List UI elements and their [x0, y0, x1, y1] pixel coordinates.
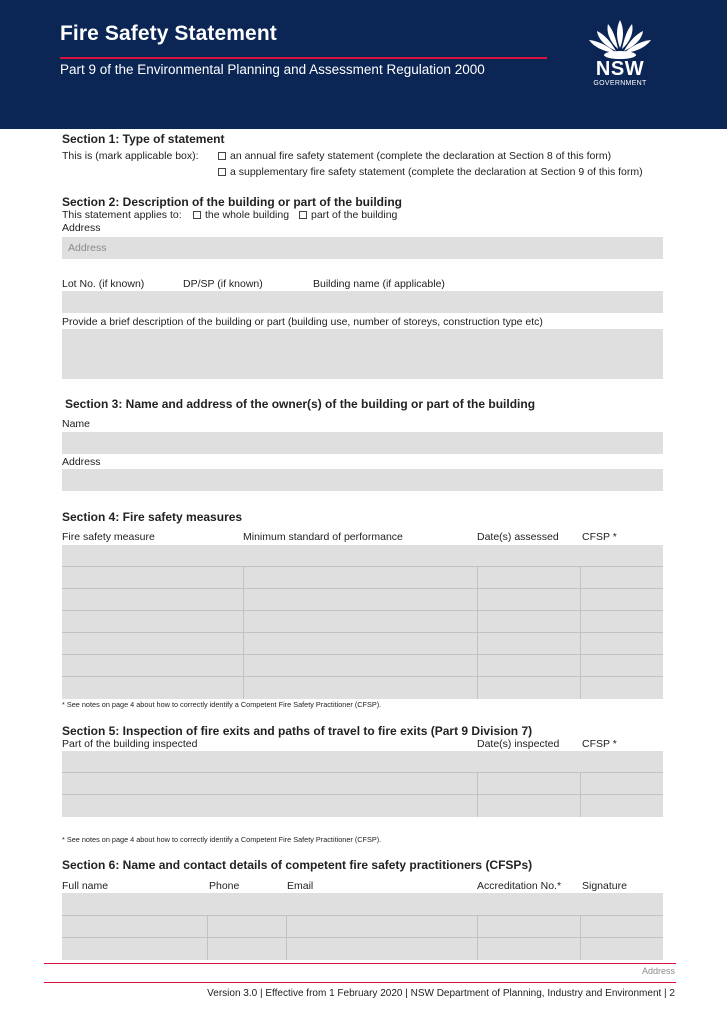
column-header-fire-safety-measure: Fire safety measure	[62, 531, 155, 543]
column-header-signature: Signature	[582, 880, 627, 892]
table-column-divider	[580, 566, 581, 699]
whole-building-label: the whole building	[205, 209, 290, 221]
column-header-email: Email	[287, 880, 314, 892]
footer-address: Address	[641, 966, 675, 976]
footer-version-text: Version 3.0 | Effective from 1 February 2020 | NSW Department of Planning, Industry and Environment | 2	[207, 988, 675, 999]
section-4-title: Section 4: Fire safety measures	[62, 510, 243, 524]
table-column-divider	[580, 772, 581, 817]
building-address-placeholder: Address	[68, 242, 107, 254]
title-underline	[60, 57, 547, 59]
section-5-title: Section 5: Inspection of fire exits and paths of travel to fire exits (Part 9 Division 7)	[62, 724, 533, 738]
building-address-field[interactable]	[62, 237, 663, 259]
building-address-label: Address	[62, 222, 101, 234]
table-column-divider	[243, 566, 244, 699]
building-description-field[interactable]	[62, 329, 663, 379]
footer-rule-top	[44, 963, 676, 964]
table-row-divider	[62, 654, 663, 655]
document-title: Fire Safety Statement	[60, 22, 277, 45]
nsw-government-logo	[584, 18, 656, 92]
supplementary-statement-option[interactable]	[218, 166, 643, 178]
section-6-title: Section 6: Name and contact details of competent fire safety practitioners (CFSPs)	[62, 858, 533, 872]
column-header-accreditation: Accreditation No.*	[477, 880, 562, 892]
lot-number-label: Lot No. (if known)	[62, 278, 145, 290]
supplementary-statement-checkbox[interactable]	[218, 168, 226, 176]
supplementary-statement-label: a supplementary fire safety statement (complete the declaration at Section 9 of this form)	[230, 166, 643, 178]
column-header-full-name: Full name	[62, 880, 109, 892]
column-header-minimum-standard: Minimum standard of performance	[243, 531, 403, 543]
column-header-part-inspected: Part of the building inspected	[62, 738, 198, 750]
table-row-divider	[62, 610, 663, 611]
applies-to-label: This statement applies to:	[62, 209, 182, 221]
table-row-divider	[62, 915, 663, 916]
owner-name-label: Name	[62, 418, 91, 430]
table-column-divider	[286, 915, 287, 960]
table-row-divider	[62, 772, 663, 773]
column-header-phone: Phone	[209, 880, 240, 892]
fire-exits-inspection-table[interactable]	[62, 751, 663, 817]
part-building-checkbox[interactable]	[299, 211, 307, 219]
table-column-divider	[580, 915, 581, 960]
document-subtitle: Part 9 of the Environmental Planning and Assessment Regulation 2000	[60, 62, 485, 77]
whole-building-option[interactable]	[193, 209, 289, 221]
annual-statement-checkbox[interactable]	[218, 152, 226, 160]
column-header-dates-inspected: Date(s) inspected	[477, 738, 560, 750]
table-column-divider	[477, 915, 478, 960]
table-row-divider	[62, 794, 663, 795]
table-row-divider	[62, 937, 663, 938]
section-5-cfsp-note: * See notes on page 4 about how to correctly identify a Competent Fire Safety Practitioner (CFSP).	[62, 835, 382, 844]
column-header-dates-assessed: Date(s) assessed	[477, 531, 559, 543]
waratah-flower-icon	[584, 18, 656, 60]
table-row-divider	[62, 632, 663, 633]
building-name-label: Building name (if applicable)	[313, 278, 445, 290]
logo-text: NSW	[595, 58, 645, 80]
section-1-title: Section 1: Type of statement	[62, 132, 225, 146]
dpsp-label: DP/SP (if known)	[183, 278, 263, 290]
page-header	[0, 0, 727, 129]
owner-address-label: Address	[62, 456, 101, 468]
lot-dpsp-building-name-field[interactable]	[62, 291, 663, 313]
table-column-divider	[477, 566, 478, 699]
section-2-title: Section 2: Description of the building or part of the building	[62, 195, 402, 209]
whole-building-checkbox[interactable]	[193, 211, 201, 219]
column-header-cfsp: CFSP *	[582, 531, 617, 543]
owner-name-field[interactable]	[62, 432, 663, 454]
table-row-divider	[62, 676, 663, 677]
table-row-divider	[62, 566, 663, 567]
part-building-label: part of the building	[311, 209, 398, 221]
column-header-cfsp: CFSP *	[582, 738, 617, 750]
section-1-prompt: This is (mark applicable box):	[62, 150, 199, 162]
table-column-divider	[477, 772, 478, 817]
logo-subtext: GOVERNMENT	[593, 80, 647, 87]
table-row-divider	[62, 588, 663, 589]
annual-statement-option[interactable]	[218, 150, 611, 162]
table-column-divider	[207, 915, 208, 960]
annual-statement-label: an annual fire safety statement (complete the declaration at Section 8 of this form)	[230, 150, 612, 162]
footer-rule-bottom	[44, 982, 676, 983]
part-building-option[interactable]	[299, 209, 397, 221]
fire-safety-measures-table[interactable]	[62, 545, 663, 699]
owner-address-field[interactable]	[62, 469, 663, 491]
section-4-cfsp-note: * See notes on page 4 about how to correctly identify a Competent Fire Safety Practitioner (CFSP).	[62, 700, 382, 709]
section-3-title: Section 3: Name and address of the owner(s) of the building or part of the building	[65, 397, 536, 411]
cfsp-contact-table[interactable]	[62, 893, 663, 960]
building-description-label: Provide a brief description of the building or part (building use, number of storeys, construction type etc)	[62, 316, 543, 328]
